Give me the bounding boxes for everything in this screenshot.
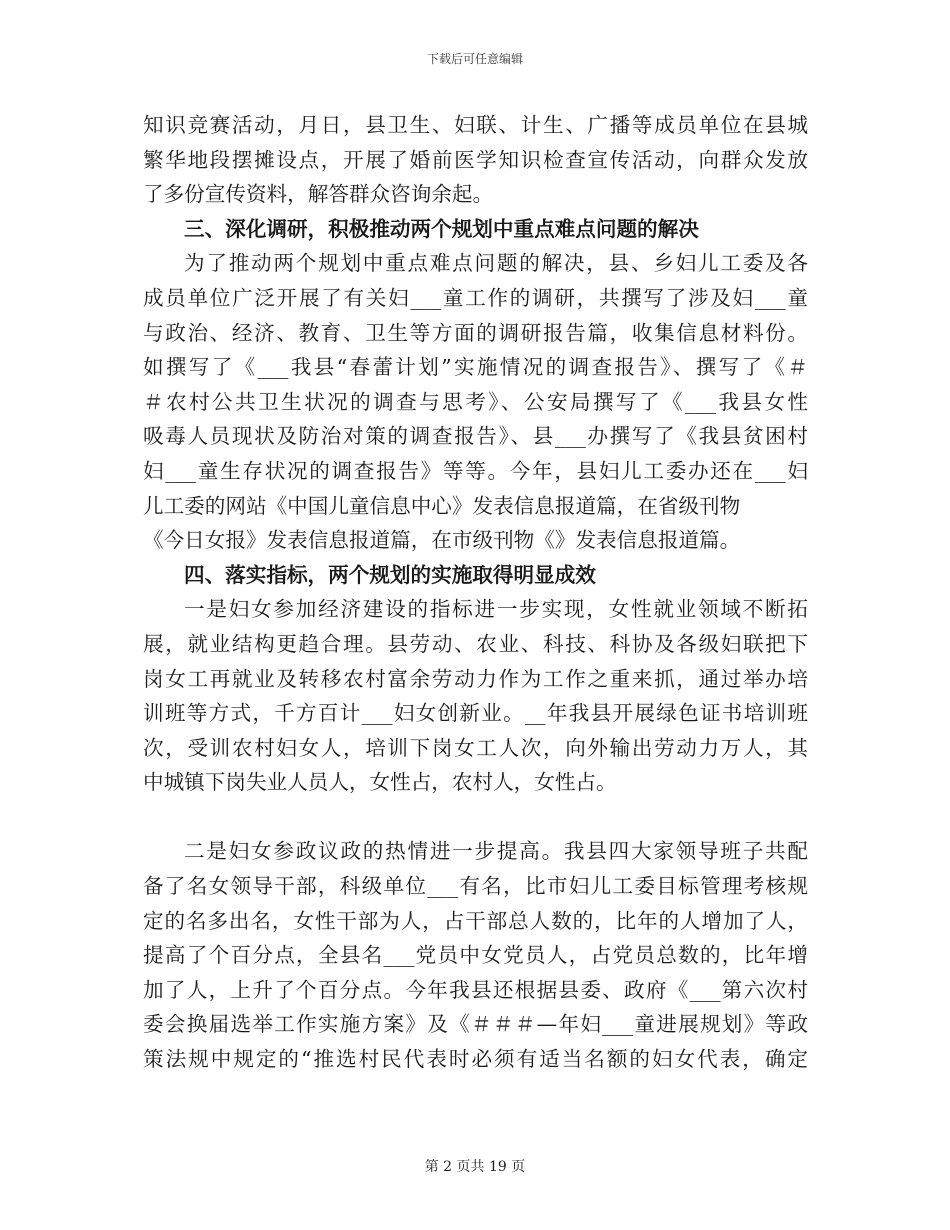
section-heading: 四、落实指标，两个规划的实施取得明显成效 [184, 562, 596, 587]
body-line: 二是妇女参政议政的热情进一步提高。我县四大家领导班子共配 [184, 839, 808, 864]
body-line: 委会换届选举工作实施方案》及《＃＃＃—年妇___童进展规划》等政 [143, 1012, 808, 1037]
section-heading: 三、深化调研，积极推动两个规划中重点难点问题的解决 [184, 216, 699, 241]
body-line: 次，受训农村妇女人，培训下岗女工人次，向外输出劳动力万人，其 [143, 735, 808, 760]
page-footer: 第 2 页共 19 页 [424, 1159, 526, 1175]
body-line: 《今日女报》发表信息报道篇，在市级刊物《》发表信息报道篇。 [143, 528, 741, 553]
body-line: 繁华地段摆摊设点，开展了婚前医学知识检查宣传活动，向群众发放 [143, 147, 808, 172]
body-line: 岗女工再就业及转移农村富余劳动力作为工作之重来抓，通过举办培 [143, 666, 808, 691]
body-line: 了多份宣传资料，解答群众咨询余起。 [143, 182, 494, 207]
blank-line [143, 800, 808, 835]
body-line: 提高了个百分点，全县名___党员中女党员人，占党员总数的，比年增 [143, 943, 808, 968]
body-line: 一是妇女参加经济建设的指标进一步实现，女性就业领域不断拓 [184, 597, 808, 622]
document-body [143, 108, 808, 1077]
body-line: 知识竞赛活动，月日，县卫生、妇联、计生、广播等成员单位在县城 [143, 113, 808, 137]
body-line: 中城镇下岗失业人员人，女性占，农村人，女性占。 [143, 770, 617, 795]
body-line: 策法规中规定的“推选村民代表时必须有适当名额的妇女代表，确定 [143, 1047, 808, 1072]
body-line: 备了名女领导干部，科级单位___有名，比市妇儿工委目标管理考核规 [143, 874, 808, 899]
body-line: 吸毒人员现状及防治对策的调查报告》、县___办撰写了《我县贫困村 [143, 424, 808, 449]
body-line: 训班等方式，千方百计___妇女创新业。__年我县开展绿色证书培训班 [143, 701, 808, 726]
body-line: 加了人，上升了个百分点。今年我县还根据县委、政府《___第六次村 [143, 977, 808, 1002]
body-line: 儿工委的网站《中国儿童信息中心》发表信息报道篇，在省级刊物 [143, 493, 741, 518]
body-line: 与政治、经济、教育、卫生等方面的调研报告篇，收集信息材料份。 [143, 320, 808, 345]
body-line: 如撰写了《___我县“春蕾计划”实施情况的调查报告》、撰写了《＃ [143, 355, 808, 380]
body-line: 展，就业结构更趋合理。县劳动、农业、科技、科协及各级妇联把下 [143, 631, 808, 656]
body-line: 成员单位广泛开展了有关妇___童工作的调研，共撰写了涉及妇___童 [143, 285, 808, 310]
body-line: 定的名多出名，女性干部为人，占干部总人数的，比年的人增加了人， [143, 908, 808, 933]
body-line: ＃农村公共卫生状况的调查与思考》、公安局撰写了《___我县女性 [143, 389, 808, 414]
body-line: 妇___童生存状况的调查报告》等等。今年，县妇儿工委办还在___妇 [143, 458, 808, 483]
body-line: 为了推动两个规划中重点难点问题的解决，县、乡妇儿工委及各 [184, 251, 808, 276]
page-header: 下载后可任意编辑 [426, 52, 523, 66]
